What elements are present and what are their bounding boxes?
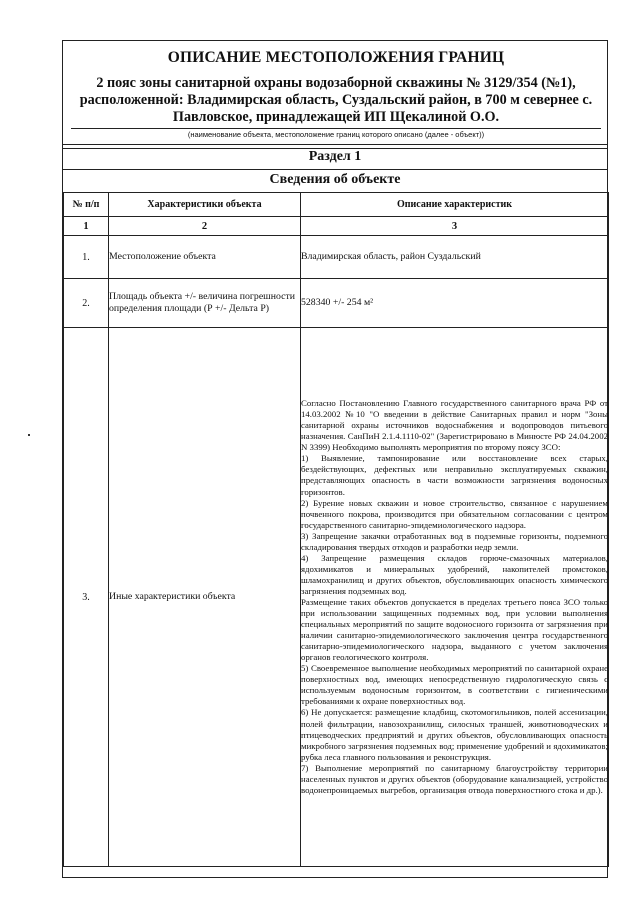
row-description: 528340 +/- 254 м² xyxy=(301,279,609,328)
section-heading: Сведения об объекте xyxy=(269,172,401,187)
row-number: 1. xyxy=(64,236,109,279)
row-description xyxy=(301,328,609,867)
row-characteristic: Площадь объекта +/- величина погрешности определения площади (Р +/- Дельта Р) xyxy=(109,279,301,328)
table-row xyxy=(64,236,609,279)
object-caption: (наименование объекта, местоположение границ которого описано (далее - объект)) xyxy=(187,130,485,139)
column-header-description: Описание характеристик xyxy=(301,193,609,217)
description-paragraph: 4) Запрещение размещения складов горюче-смазочных материалов, ядохимикатов и минеральных удобрений, накопителей промстоков, шламохранилищ и других объектов, обусловливающих опасность химического загрязнения подземных вод. xyxy=(301,552,608,596)
description-paragraph: Согласно Постановлению Главного государственного санитарного врача РФ от 14.03.2002 №10 "О введении в действие Санитарных правил и норм "Зоны санитарной охраны источников водоснабжения и водопроводов питьевого назначения. СанПиН 2.1.4.1110-02" (Зарегистрировано в Минюсте РФ 24.04.2002 N 3399) Необходимо выполнять мероприятия по второму поясу ЗСО: xyxy=(301,398,608,453)
description-paragraph: 5) Своевременное выполнение необходимых мероприятий по санитарной охране поверхностных вод, имеющих непосредственную гидрологическую связь с используемым водоносным горизонтом, в соответствии с гигиеническими требованиями к охране поверхностных вод. xyxy=(301,663,608,707)
divider-line xyxy=(63,169,607,170)
subtitle-underline xyxy=(71,128,601,129)
description-paragraph: 6) Не допускается: размещение кладбищ, скотомогильников, полей ассенизации, полей фильтрации, навозохранилищ, силосных траншей, животноводческих и птицеводческих предприятий и других объектов, обусловливающих опасность микробного загрязнения подземных вод; применение удобрений и ядохимикатов; рубка леса главного пользования и реконструкция. xyxy=(301,707,608,762)
description-paragraph: Размещение таких объектов допускается в пределах третьего пояса ЗСО только при использовании защищенных подземных вод, при условии выполнения специальных мероприятий по защите водоносного горизонта от загрязнения при наличии санитарно-эпидемиологического заключения центра государственного санитарно-эпидемиологического надзора, выданного с учетом заключения органов геологического контроля. xyxy=(301,597,608,663)
section-label: Раздел 1 xyxy=(308,149,362,164)
description-paragraph: 7) Выполнение мероприятий по санитарному благоустройству территории населенных пунктов и других объектов (оборудование канализацией, устройство водонепроницаемых выгребов, организация отвода поверхностного стока и др.). xyxy=(301,762,608,795)
row-characteristic: Местоположение объекта xyxy=(109,236,301,279)
description-paragraph: 2) Бурение новых скважин и новое строительство, связанное с нарушением почвенного покрова, производится при обязательном согласовании с центром государственного санитарно-эпидемиологического надзора. xyxy=(301,497,608,530)
column-number: 3 xyxy=(301,217,609,236)
column-number-row xyxy=(64,217,609,236)
object-table xyxy=(63,192,609,867)
row-description: Владимирская область, район Суздальский xyxy=(301,236,609,279)
row-number: 2. xyxy=(64,279,109,328)
column-number: 2 xyxy=(109,217,301,236)
document-frame xyxy=(62,40,608,878)
table-row xyxy=(64,279,609,328)
table-header-row xyxy=(64,193,609,217)
document-title: ОПИСАНИЕ МЕСТОПОЛОЖЕНИЯ ГРАНИЦ xyxy=(167,49,505,66)
column-header-characteristic: Характеристики объекта xyxy=(109,193,301,217)
scan-speck xyxy=(28,434,30,436)
column-number: 1 xyxy=(64,217,109,236)
row-characteristic: Иные характеристики объекта xyxy=(109,328,301,867)
column-header-number: № п/п xyxy=(64,193,109,217)
row-number: 3. xyxy=(64,328,109,867)
table-row xyxy=(64,328,609,867)
description-paragraph: 1) Выявление, тампонирование или восстановление всех старых, бездействующих, дефектных или неправильно эксплуатируемых скважин, представляющих опасность в части возможности загрязнения водоносных горизонтов. xyxy=(301,453,608,497)
document-subtitle: 2 пояс зоны санитарной охраны водозаборной скважины № 3129/354 (№1), расположенной: Владимирская область, Суздальский район, в 700 м севернее с. Павловское, принадлежащей ИП Щекалиной О.О. xyxy=(79,75,593,125)
description-paragraph: 3) Запрещение закачки отработанных вод в подземные горизонты, подземного складирования твердых отходов и разработки недр земли. xyxy=(301,530,608,552)
divider-line xyxy=(63,144,607,145)
